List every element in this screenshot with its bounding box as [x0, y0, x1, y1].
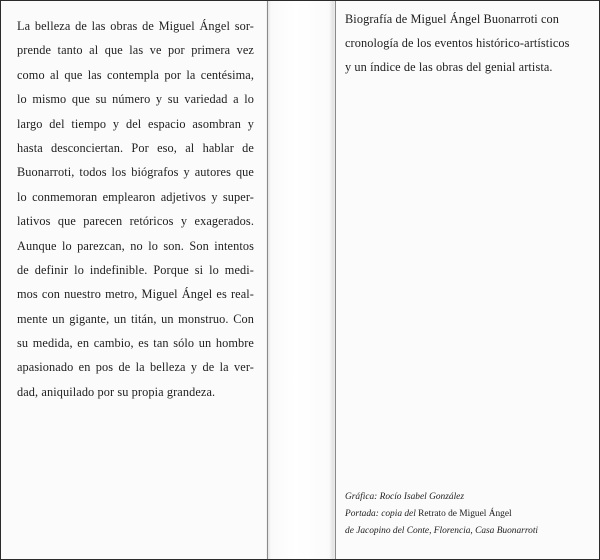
left-flap-paragraph — [17, 14, 254, 404]
text-line: Aunque lo parezcan, no lo son. Son intentos — [17, 238, 254, 253]
right-flap-summary — [345, 7, 585, 80]
text-line: Buonarroti, todos los biógrafos y autores que — [17, 165, 254, 180]
text-line: apasionado en pos de la belleza y de la ver- — [17, 360, 254, 375]
text-line: su medida, en cambio, es tan sólo un hombre — [17, 336, 254, 351]
page-border-left — [0, 0, 1, 560]
page-gutter — [266, 0, 336, 560]
page-border-top — [0, 0, 600, 1]
text-line: de definir lo indefinible. Porque si lo medi- — [17, 262, 254, 277]
credit-design: Gráfica: Rocío Isabel González — [345, 492, 464, 502]
text-line: La belleza de las obras de Miguel Ángel sor- — [17, 19, 254, 33]
text-line: mos con nuestro metro, Miguel Ángel es real- — [17, 287, 254, 302]
credits-block — [345, 489, 590, 540]
credit-cover-label: Portada: copia del — [345, 509, 419, 519]
gutter-fold-left — [267, 0, 268, 560]
text-line: Biografía de Miguel Ángel Buonarroti con — [345, 12, 560, 26]
text-line: mente un gigante, un titán, un monstruo. Con — [17, 311, 254, 326]
text-line: prende tanto al que las ve por primera vez — [17, 43, 254, 58]
text-line: lo mismo que su número y su variedad a lo — [17, 92, 254, 107]
text-line: cronología de los eventos histórico-artísticos — [345, 36, 570, 51]
credit-cover-source: de Jacopino del Conte, Florencia, Casa Buonarroti — [345, 526, 539, 536]
text-line: dad, aniquilado por su propia grandeza. — [17, 384, 216, 399]
text-line: hasta desconciertan. Por eso, al hablar de — [17, 140, 254, 155]
text-line: y un índice de las obras del genial artista. — [345, 60, 553, 75]
text-line: como al que las contempla por la centésima, — [17, 67, 254, 82]
text-line: lativos que parecen retóricos y exagerados. — [17, 214, 254, 229]
credit-cover — [345, 506, 590, 523]
credit-cover-title: Retrato de Miguel Ángel — [418, 509, 512, 519]
gutter-fold-right — [335, 0, 336, 560]
text-line: lo conmemoran emplearon adjetivos y super- — [17, 189, 254, 204]
text-line: largo del tiempo y del espacio asombran y — [17, 116, 254, 131]
